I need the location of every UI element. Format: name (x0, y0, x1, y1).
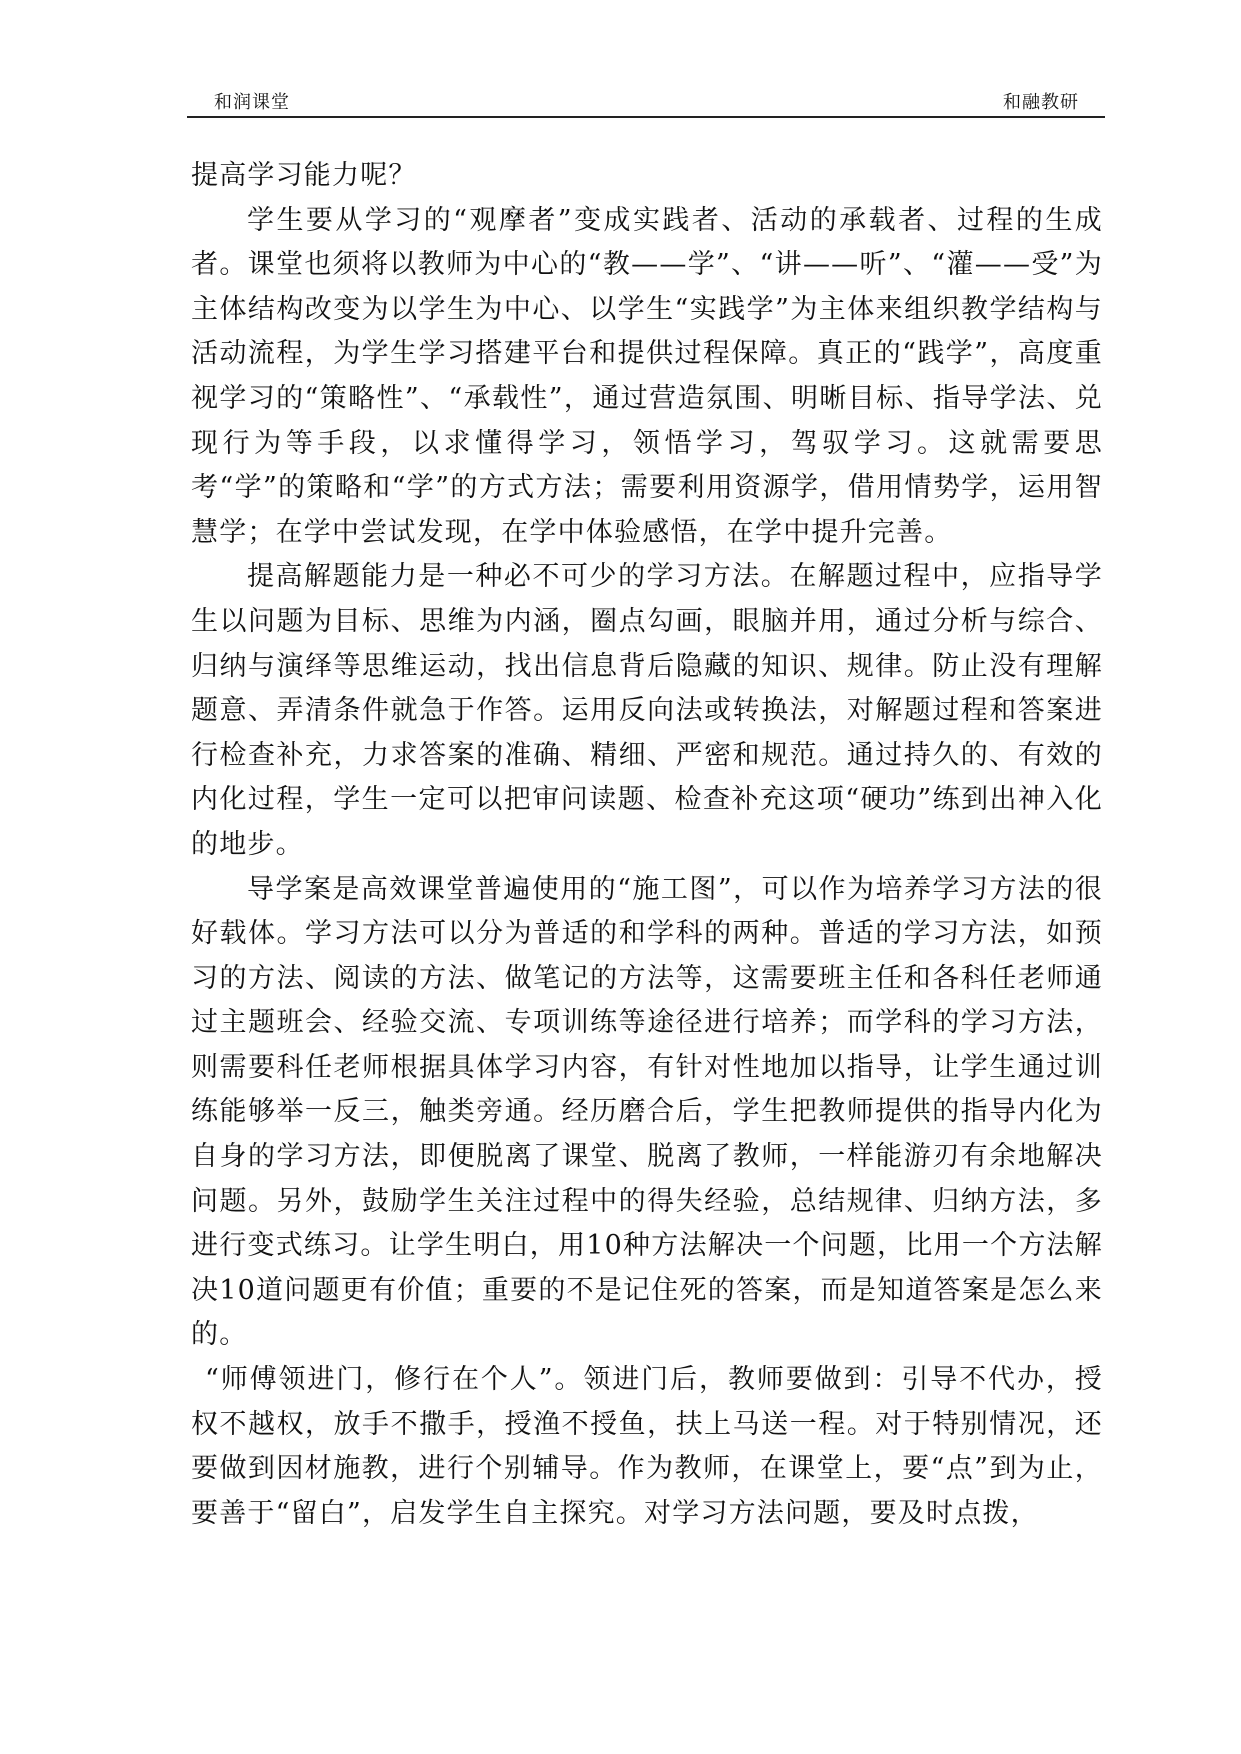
paragraph-continuation: 提高学习能力呢？ (191, 160, 417, 191)
paragraph-teacher-guidance: “师傅领进门，修行在个人”。领进门后，教师要做到：引导不代办，授权不越权，放手不撒手，授渔不授鱼，扶上马送一程。对于特别情况，还要做到因材施教，进行个别辅导。作为教师，在课堂上，要“点”到为止，要善于“留白”，启发学生自主探究。对学习方法问题，要及时点拨， (191, 1364, 1103, 1529)
paragraph-learning-guide: 导学案是高效课堂普遍使用的“施工图”，可以作为培养学习方法的很好载体。学习方法可以分为普适的和学科的两种。普适的学习方法，如预习的方法、阅读的方法、做笔记的方法等，这需要班主任和各科任老师通过主题班会、经验交流、专项训练等途径进行培养；而学科的学习方法，则需要科任老师根据具体学习内容，有针对性地加以指导，让学生通过训练能够举一反三，触类旁通。经历磨合后，学生把教师提供的指导内化为自身的学习方法，即便脱离了课堂、脱离了教师，一样能游刃有余地解决问题。另外，鼓励学生关注过程中的得失经验，总结规律、归纳方法，多进行变式练习。让学生明白，用10种方法解决一个问题，比用一个方法解决10道问题更有价值；重要的不是记住死的答案，而是知道答案是怎么来的。 (191, 873, 1103, 1351)
header-right-title: 和融教研 (1003, 92, 1079, 113)
paragraph-problem-solving: 提高解题能力是一种必不可少的学习方法。在解题过程中，应指导学生以问题为目标、思维为内涵，圈点勾画，眼脑并用，通过分析与综合、归纳与演绎等思维运动，找出信息背后隐藏的知识、规律。防止没有理解题意、弄清条件就急于作答。运用反向法或转换法，对解题过程和答案进行检查补充，力求答案的准确、精细、严密和规范。通过持久的、有效的内化过程，学生一定可以把审问读题、检查补充这项“硬功”练到出神入化的地步。 (191, 561, 1103, 860)
page-header (187, 84, 1105, 118)
document-body (191, 154, 1103, 1536)
header-left-title: 和润课堂 (214, 92, 290, 113)
paragraph-practice-learning: 学生要从学习的“观摩者”变成实践者、活动的承载者、过程的生成者。课堂也须将以教师为中心的“教——学”、“讲——听”、“灌——受”为主体结构改变为以学生为中心、以学生“实践学”为主体来组织教学结构与活动流程，为学生学习搭建平台和提供过程保障。真正的“践学”，高度重视学习的“策略性”、“承载性”，通过营造氛围、明晰目标、指导学法、兑现行为等手段，以求懂得学习，领悟学习，驾驭学习。这就需要思考“学”的策略和“学”的方式方法；需要利用资源学，借用情势学，运用智慧学；在学中尝试发现，在学中体验感悟，在学中提升完善。 (191, 204, 1103, 548)
